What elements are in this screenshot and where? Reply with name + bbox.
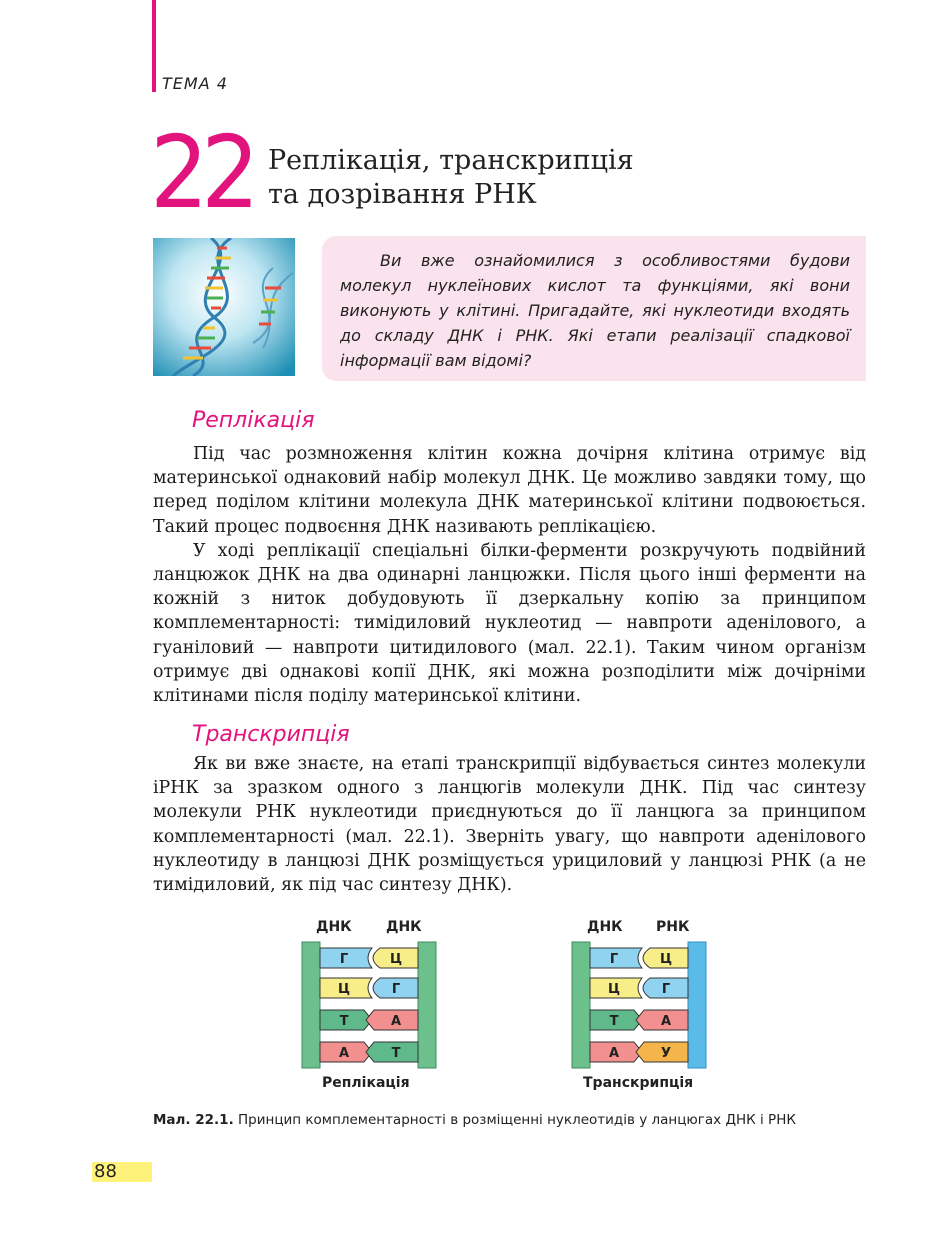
replication-left-base-label: Т xyxy=(339,1014,349,1029)
paragraph: У ході реплікації спеціальні білки-ферменти розкручують подвійний ланцюжок ДНК на два одинарні ланцюжки. Після цього інші ферменти на кожній з ниток добудовують її дзеркальну копію за принципом комплементарності: тимідиловий нуклеотид — навпроти аденілового, а гуаніловий — навпроти цитидилового (мал. 22.1). Таким чином організм отримує дві однакові копії ДНК, які можна розподілити між дочірніми клітинами після поділу материнської клітини. xyxy=(153,540,866,707)
transcription-left-base-label: Ц xyxy=(607,982,621,997)
transcription-text xyxy=(153,752,866,897)
topic-bar xyxy=(152,0,156,92)
replication-right-strand xyxy=(418,942,436,1068)
transcription-right-header: РНК xyxy=(656,919,690,935)
intro-box xyxy=(322,236,866,381)
section-heading-transcription: Транскрипція xyxy=(192,722,350,747)
replication-right-header: ДНК xyxy=(386,919,422,935)
section-heading-replication: Реплікація xyxy=(192,408,315,433)
intro-text: Ви вже ознайомилися з особливостями будови молекул нуклеїнових кислот та функціями, які вони виконують у клітині. Пригадайте, які нуклеотиди входять до складу ДНК і РНК. Які етапи реалізації спадкової інформації вам відомі? xyxy=(340,251,850,370)
dna-helix-image xyxy=(153,238,295,376)
replication-right-base-label: Г xyxy=(391,982,401,997)
transcription-right-base-label: А xyxy=(660,1014,672,1029)
replication-right-base-label: А xyxy=(390,1014,402,1029)
chapter-title-line2: та дозрівання РНК xyxy=(268,179,537,210)
transcription-diagram xyxy=(570,940,710,1070)
replication-right-base-label: Т xyxy=(391,1046,401,1061)
replication-label: Реплікація xyxy=(322,1075,410,1091)
transcription-left-base-label: Г xyxy=(609,952,619,967)
paragraph: Як ви вже знаєте, на етапі транскрипції відбувається синтез молекули іРНК за зразком одного з ланцюгів молекули ДНК. Під час синтезу молекули РНК нуклеотиди приєднуються до її ланцюга за принципом комплементарності (мал. 22.1). Зверніть увагу, що навпроти аденілового нуклеотиду в ланцюзі ДНК розміщується урициловий у ланцюзі РНК (а не тимідиловий, як під час синтезу ДНК). xyxy=(153,754,866,896)
chapter-title-line1: Реплікація, транскрипція xyxy=(268,145,634,176)
paragraph: Під час розмноження клітин кожна дочірня клітина отримує від материнської однаковий набір молекул ДНК. Це можливо завдяки тому, що перед поділом клітини молекула ДНК материнської клітини подвоюється. Такий процес подвоєння ДНК називають реплікацією. xyxy=(153,444,866,537)
replication-left-base-label: Ц xyxy=(337,982,351,997)
transcription-right-base-label: Г xyxy=(661,982,671,997)
transcription-right-strand xyxy=(688,942,706,1068)
transcription-left-header: ДНК xyxy=(587,919,623,935)
replication-text xyxy=(153,442,866,708)
replication-right-base-label: Ц xyxy=(389,952,403,967)
transcription-right-base-label: Ц xyxy=(659,952,673,967)
replication-diagram xyxy=(300,940,440,1070)
replication-left-base-label: А xyxy=(338,1046,350,1061)
transcription-left-base-label: А xyxy=(608,1046,620,1061)
transcription-left-base-label: Т xyxy=(609,1014,619,1029)
chapter-number: 22 xyxy=(150,114,253,231)
chapter-title xyxy=(268,144,868,212)
topic-label: ТЕМА 4 xyxy=(162,74,228,93)
transcription-left-strand xyxy=(572,942,590,1068)
page-number: 88 xyxy=(92,1162,152,1182)
transcription-right-base-label: У xyxy=(660,1046,672,1061)
replication-left-strand xyxy=(302,942,320,1068)
transcription-label: Транскрипція xyxy=(583,1075,694,1091)
figure-caption xyxy=(153,1112,796,1128)
caption-text: Принцип комплементарності в розміщенні нуклеотидів у ланцюгах ДНК і РНК xyxy=(233,1112,796,1128)
caption-number: Мал. 22.1. xyxy=(153,1112,234,1128)
replication-left-base-label: Г xyxy=(339,952,349,967)
replication-left-header: ДНК xyxy=(316,919,352,935)
